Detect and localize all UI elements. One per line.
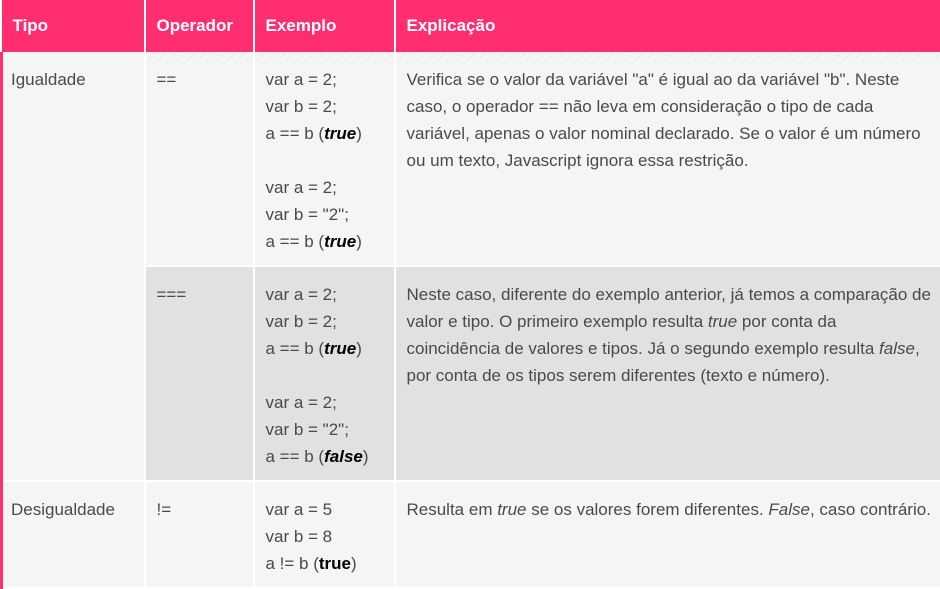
cell-explicacao-eq: Verifica se o valor da variável "a" é igual ao da variável "b". Neste caso, o operador == não leva em consideração o tipo de cada variável, apenas o valor nominal declarado. Se o valor é um número ou um texto, Javascript ignora essa restrição. xyxy=(395,52,940,266)
result-value: false xyxy=(324,447,363,466)
code-line: var a = 2; xyxy=(266,66,384,93)
cell-exemplo-strict xyxy=(254,266,395,481)
header-tipo: Tipo xyxy=(2,0,145,52)
italic-true: true xyxy=(708,312,737,331)
code-line: a == b (true) xyxy=(266,120,384,147)
result-value: true xyxy=(324,124,356,143)
cell-explicacao-strict: Neste caso, diferente do exemplo anterior, já temos a comparação de valor e tipo. O primeiro exemplo resulta true por conta da coincidência de valores e tipos. Já o segundo exemplo resulta false, por conta de os tipos serem diferentes (texto e número). xyxy=(395,266,940,481)
code-line: var a = 2; xyxy=(266,389,384,416)
code-line: var a = 2; xyxy=(266,281,384,308)
cell-explicacao-neq: Resulta em true se os valores forem diferentes. False, caso contrário. xyxy=(395,481,940,588)
header-explicacao: Explicação xyxy=(395,0,940,52)
header-operador: Operador xyxy=(145,0,254,52)
cell-tipo-igualdade: Igualdade xyxy=(2,52,145,481)
cell-operador-neq: != xyxy=(145,481,254,588)
code-line: var a = 5 xyxy=(266,496,384,523)
result-value: true xyxy=(324,339,356,358)
code-line: var b = "2"; xyxy=(266,201,384,228)
code-line: var b = 2; xyxy=(266,308,384,335)
code-line: var a = 2; xyxy=(266,174,384,201)
table-row-igualdade-eq xyxy=(2,52,940,266)
code-line: a != b (true) xyxy=(266,550,384,577)
italic-false: false xyxy=(879,339,915,358)
result-value: true xyxy=(319,554,351,573)
cell-operador-eq: == xyxy=(145,52,254,266)
italic-true: true xyxy=(497,500,526,519)
code-line: a == b (false) xyxy=(266,443,384,470)
table-row-desigualdade xyxy=(2,481,940,588)
cell-exemplo-neq xyxy=(254,481,395,588)
header-exemplo: Exemplo xyxy=(254,0,395,52)
code-line: a == b (true) xyxy=(266,228,384,255)
cell-operador-strict: === xyxy=(145,266,254,481)
code-line: a == b (true) xyxy=(266,335,384,362)
result-value: true xyxy=(324,232,356,251)
code-line: var b = "2"; xyxy=(266,416,384,443)
cell-tipo-desigualdade: Desigualdade xyxy=(2,481,145,588)
italic-false: False xyxy=(768,500,810,519)
cell-exemplo-eq xyxy=(254,52,395,266)
header-row xyxy=(2,0,940,52)
code-line: var b = 2; xyxy=(266,93,384,120)
code-line: var b = 8 xyxy=(266,523,384,550)
